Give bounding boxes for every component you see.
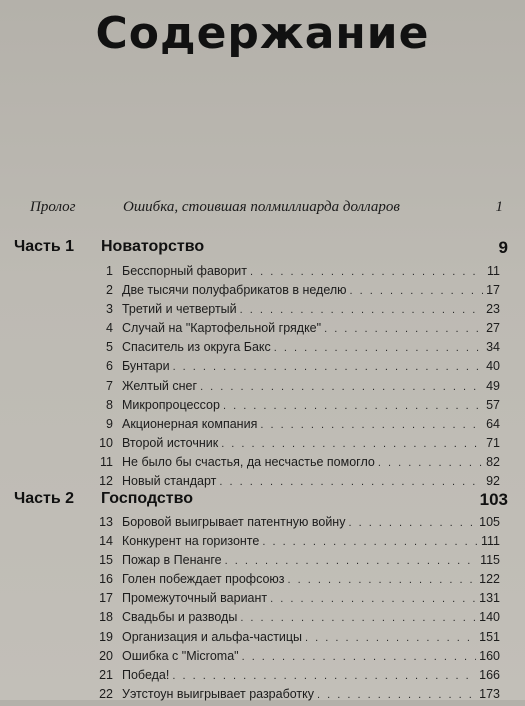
- chapter-entry: [96, 436, 500, 455]
- dot-leader: [219, 476, 483, 488]
- chapter-page: 23: [486, 302, 500, 317]
- chapter-page: 151: [479, 629, 500, 644]
- chapter-title: Две тысячи полуфабрикатов в неделю: [122, 283, 347, 298]
- dot-leader: [242, 651, 477, 663]
- chapter-page: 122: [479, 572, 500, 587]
- chapter-title: Голен побеждает профсоюз: [122, 572, 285, 587]
- dot-leader: [262, 536, 478, 548]
- dot-leader: [221, 438, 483, 450]
- chapter-title: Микропроцессор: [122, 397, 220, 412]
- dot-leader: [348, 517, 476, 529]
- chapter-entry: [96, 359, 500, 378]
- chapter-title: Спаситель из округа Бакс: [122, 340, 271, 355]
- chapter-entry: [96, 610, 500, 629]
- chapter-entry: [96, 515, 500, 534]
- chapter-entry: [96, 649, 500, 668]
- chapter-entry: [96, 455, 500, 474]
- chapter-entry: [96, 417, 500, 436]
- dot-leader: [270, 593, 476, 605]
- chapter-title: Третий и четвертый: [122, 302, 237, 317]
- chapter-number: 10: [99, 435, 113, 450]
- chapter-number: 12: [99, 474, 113, 489]
- chapter-number: 22: [99, 686, 113, 701]
- prologue-title: Ошибка, стоившая полмиллиарда долларов: [123, 199, 400, 215]
- chapter-page: 57: [486, 397, 500, 412]
- chapter-number: 13: [99, 515, 113, 529]
- chapter-page: 34: [486, 340, 500, 355]
- chapter-number: 8: [106, 397, 113, 412]
- part-1-chapter-list: [96, 264, 500, 493]
- dot-leader: [324, 323, 483, 335]
- chapter-title: Новый стандарт: [122, 474, 217, 489]
- chapter-title: Боровой выигрывает патентную войну: [122, 515, 346, 529]
- dot-leader: [250, 266, 483, 278]
- chapter-number: 19: [99, 629, 113, 644]
- chapter-page: 131: [479, 591, 500, 606]
- dot-leader: [260, 419, 483, 431]
- dot-leader: [274, 342, 483, 354]
- prologue-entry: [20, 199, 505, 219]
- part-label: Часть 1: [14, 238, 75, 255]
- dot-leader: [240, 612, 476, 624]
- chapter-number: 3: [106, 302, 113, 317]
- chapter-entry: [96, 398, 500, 417]
- chapter-number: 15: [99, 553, 113, 568]
- dot-leader: [288, 574, 477, 586]
- chapter-number: 4: [106, 321, 113, 336]
- chapter-number: 2: [106, 283, 113, 298]
- prologue-label: Пролог: [30, 199, 76, 215]
- chapter-entry: [96, 283, 500, 302]
- chapter-page: 173: [479, 686, 500, 701]
- chapter-page: 166: [479, 667, 500, 682]
- chapter-title: Не было бы счастья, да несчастье помогло: [122, 454, 375, 469]
- dot-leader: [240, 304, 483, 316]
- prologue-page: 1: [495, 199, 503, 215]
- part-label: Часть 2: [14, 490, 75, 507]
- dot-leader: [172, 670, 476, 682]
- chapter-title: Второй источник: [122, 435, 219, 450]
- chapter-entry: [96, 572, 500, 591]
- chapter-entry: [96, 264, 500, 283]
- chapter-entry: [96, 591, 500, 610]
- chapter-page: 17: [486, 283, 500, 298]
- chapter-number: 9: [106, 416, 113, 431]
- chapter-page: 105: [479, 515, 500, 529]
- chapter-number: 11: [100, 454, 113, 469]
- part-page: 9: [498, 238, 508, 257]
- chapter-entry: [96, 379, 500, 398]
- chapter-page: 160: [479, 648, 500, 663]
- chapter-number: 16: [99, 572, 113, 587]
- chapter-title: Бесспорный фаворит: [122, 264, 248, 278]
- chapter-title: Случай на "Картофельной грядке": [122, 321, 322, 336]
- dot-leader: [173, 361, 483, 373]
- chapter-number: 17: [99, 591, 113, 606]
- chapter-page: 27: [486, 321, 500, 336]
- chapter-entry: [96, 687, 500, 706]
- chapter-number: 1: [106, 264, 113, 278]
- chapter-title: Победа!: [122, 667, 170, 682]
- chapter-entry: [96, 302, 500, 321]
- dot-leader: [350, 285, 483, 297]
- chapter-title: Организация и альфа-частицы: [122, 629, 303, 644]
- chapter-number: 6: [106, 359, 113, 374]
- chapter-page: 82: [486, 454, 500, 469]
- chapter-title: Конкурент на горизонте: [122, 534, 260, 549]
- chapter-title: Промежуточный вариант: [122, 591, 268, 606]
- chapter-entry: [96, 668, 500, 687]
- chapter-page: 111: [480, 534, 500, 549]
- chapter-title: Желтый снег: [122, 378, 198, 393]
- chapter-number: 20: [99, 648, 113, 663]
- chapter-title: Акционерная компания: [122, 416, 258, 431]
- chapter-page: 115: [480, 553, 500, 568]
- chapter-page: 92: [486, 474, 500, 489]
- chapter-title: Свадьбы и разводы: [122, 610, 238, 625]
- part-1-header: [14, 238, 508, 262]
- chapter-page: 140: [479, 610, 500, 625]
- part-page: 103: [479, 490, 508, 509]
- chapter-title: Ошибка с "Microma": [122, 648, 239, 663]
- part-2-chapter-list: [96, 515, 500, 706]
- chapter-entry: [96, 534, 500, 553]
- chapter-title: Пожар в Пенанге: [122, 553, 222, 568]
- chapter-page: 11: [487, 264, 500, 278]
- dot-leader: [225, 555, 477, 567]
- dot-leader: [200, 381, 483, 393]
- chapter-title: Уэтстоун выигрывает разработку: [122, 686, 315, 701]
- chapter-entry: [96, 553, 500, 572]
- page-title: Содержание: [95, 8, 430, 59]
- part-title: Новаторство: [101, 238, 205, 255]
- chapter-page: 40: [486, 359, 500, 374]
- chapter-entry: [96, 630, 500, 649]
- chapter-page: 49: [486, 378, 500, 393]
- chapter-number: 18: [99, 610, 113, 625]
- dot-leader: [317, 689, 476, 701]
- chapter-number: 5: [106, 340, 113, 355]
- chapter-number: 21: [99, 667, 113, 682]
- part-title: Господство: [101, 490, 194, 507]
- chapter-entry: [96, 321, 500, 340]
- chapter-title: Бунтари: [122, 359, 170, 374]
- part-2-header: [14, 490, 508, 514]
- dot-leader: [223, 400, 483, 412]
- chapter-number: 7: [106, 378, 113, 393]
- chapter-page: 71: [486, 435, 500, 450]
- chapter-page: 64: [486, 416, 500, 431]
- dot-leader: [305, 632, 476, 644]
- chapter-number: 14: [99, 534, 113, 549]
- dot-leader: [378, 457, 483, 469]
- chapter-entry: [96, 340, 500, 359]
